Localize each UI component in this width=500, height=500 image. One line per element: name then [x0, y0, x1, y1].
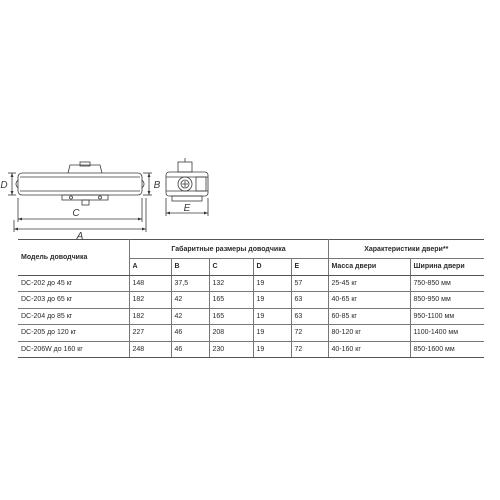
dimensions-group-header: Габаритные размеры доводчика — [129, 240, 328, 259]
cell-door-mass: 40-65 кг — [328, 292, 410, 309]
cell-door-mass: 80-120 кг — [328, 325, 410, 342]
col-header-door-mass: Масса двери — [328, 259, 410, 276]
cell-d: 19 — [253, 341, 291, 358]
col-header-c: C — [209, 259, 253, 276]
cell-e: 72 — [291, 325, 328, 342]
cell-model: DC-205 до 120 кг — [18, 325, 129, 342]
cell-e: 72 — [291, 341, 328, 358]
cell-door-width: 750-850 мм — [410, 275, 484, 292]
cell-door-width: 850-1600 мм — [410, 341, 484, 358]
cell-c: 132 — [209, 275, 253, 292]
cell-door-mass: 60-85 кг — [328, 308, 410, 325]
cell-model: DC-206W до 160 кг — [18, 341, 129, 358]
dimension-label-a: A — [76, 231, 84, 240]
cell-b: 42 — [171, 308, 209, 325]
cell-a: 227 — [129, 325, 171, 342]
specifications-table — [18, 239, 484, 358]
cell-e: 63 — [291, 292, 328, 309]
cell-a: 248 — [129, 341, 171, 358]
col-header-e: E — [291, 259, 328, 276]
dimension-c — [18, 198, 142, 222]
dimension-label-b: B — [153, 180, 161, 191]
door-characteristics-group-header: Характеристики двери** — [328, 240, 484, 259]
table-row — [18, 341, 484, 358]
cell-b: 46 — [171, 341, 209, 358]
cell-b: 42 — [171, 292, 209, 309]
col-header-b: B — [171, 259, 209, 276]
dimension-label-c: C — [72, 208, 80, 219]
cell-b: 37,5 — [171, 275, 209, 292]
cell-model: DC-202 до 45 кг — [18, 275, 129, 292]
cell-b: 46 — [171, 325, 209, 342]
door-closer-technical-drawing — [0, 150, 500, 240]
cell-a: 182 — [129, 292, 171, 309]
cell-door-width: 950-1100 мм — [410, 308, 484, 325]
cell-door-width: 1100-1400 мм — [410, 325, 484, 342]
cell-a: 148 — [129, 275, 171, 292]
closer-body-front-view — [16, 162, 144, 205]
model-column-header: Модель доводчика — [18, 240, 129, 276]
col-header-d: D — [253, 259, 291, 276]
cell-c: 208 — [209, 325, 253, 342]
dimension-label-e: E — [183, 203, 191, 214]
cell-door-width: 850-950 мм — [410, 292, 484, 309]
cell-e: 57 — [291, 275, 328, 292]
cell-c: 165 — [209, 308, 253, 325]
col-header-a: A — [129, 259, 171, 276]
cell-d: 19 — [253, 292, 291, 309]
cell-model: DC-204 до 85 кг — [18, 308, 129, 325]
cell-a: 182 — [129, 308, 171, 325]
cell-c: 165 — [209, 292, 253, 309]
cell-d: 19 — [253, 275, 291, 292]
cell-d: 19 — [253, 308, 291, 325]
table-row — [18, 308, 484, 325]
cell-model: DC-203 до 65 кг — [18, 292, 129, 309]
table-row — [18, 325, 484, 342]
cell-c: 230 — [209, 341, 253, 358]
col-header-door-width: Ширина двери — [410, 259, 484, 276]
cell-d: 19 — [253, 325, 291, 342]
cell-e: 63 — [291, 308, 328, 325]
table-row — [18, 292, 484, 309]
cell-door-mass: 40-160 кг — [328, 341, 410, 358]
closer-body-side-view — [166, 158, 208, 201]
cell-door-mass: 25-45 кг — [328, 275, 410, 292]
table-row — [18, 275, 484, 292]
dimension-label-d: D — [0, 180, 8, 191]
dimension-a — [14, 198, 146, 232]
